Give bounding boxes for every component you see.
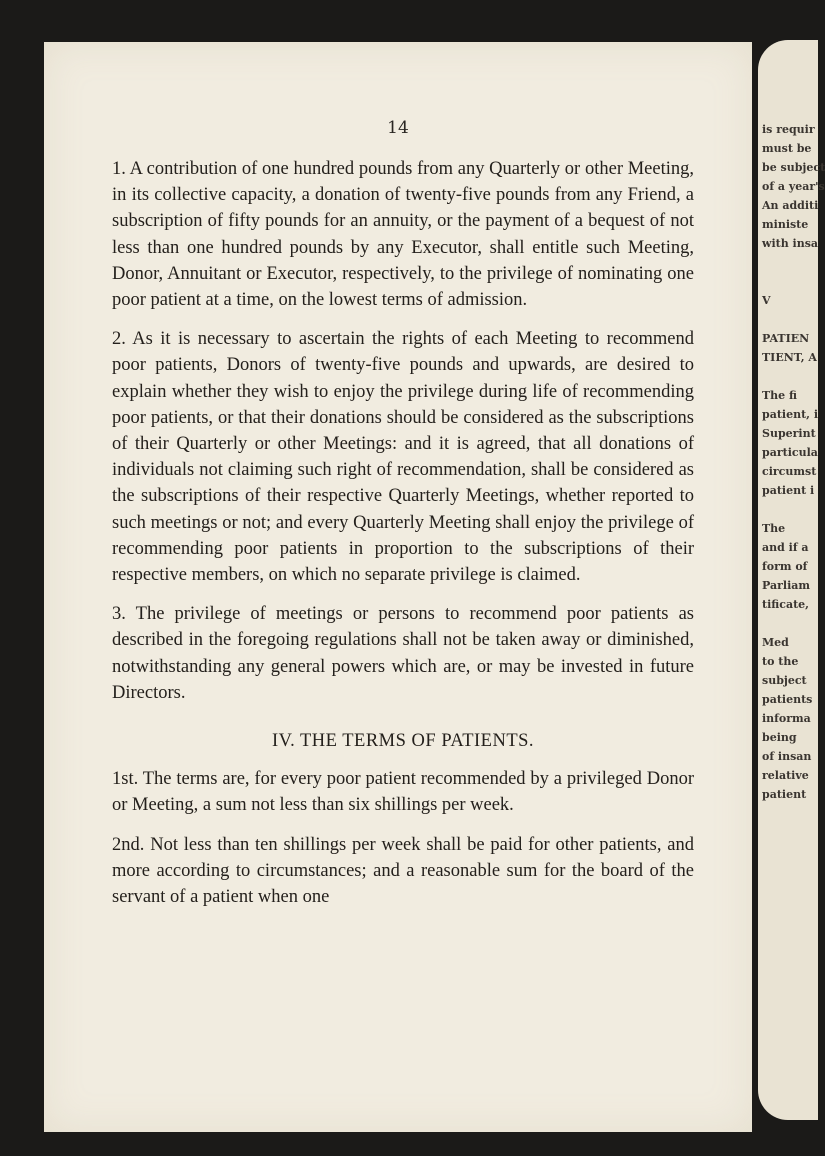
facing-line: form of [762, 560, 808, 573]
facing-line: The fi [762, 389, 798, 402]
facing-line: Parliam [762, 579, 811, 592]
terms-paragraph-1: 1st. The terms are, for every poor patient recommended by a privileged Donor or Meeting, a sum not less than six shillings per week. [112, 769, 694, 816]
page-number: 14 [387, 118, 409, 138]
paragraph-1: 1. A contribution of one hundred pounds from any Quarterly or other Meeting, in its collective capacity, a donation of twenty-five pounds from any Friend, a subscription of fifty pounds for an annuity, or the payment of a bequest of not less than one hundred pounds by any Executor, shall entitle such Meeting, Donor, Annuitant or Executor, respectively, to the privilege of nominating one poor patient at a time, on the lowest terms of admission. [112, 159, 694, 311]
facing-line: of insan [762, 750, 812, 763]
facing-line: patient i [762, 484, 815, 497]
facing-line: relative [762, 769, 809, 782]
facing-page-edge [752, 0, 825, 1156]
facing-line: must be [762, 142, 812, 155]
facing-line: The [762, 522, 786, 535]
facing-line: subject [762, 674, 807, 687]
facing-line: with insa [762, 237, 819, 250]
facing-line: ministe [762, 218, 809, 231]
facing-line [762, 500, 806, 519]
facing-line: particula [762, 446, 818, 459]
facing-line: be subject [762, 161, 825, 174]
facing-line: TIENT, A [762, 351, 817, 364]
facing-line [762, 310, 806, 329]
facing-line: An additi [762, 199, 819, 212]
facing-line: PATIEN [762, 332, 810, 345]
facing-line [762, 614, 806, 633]
facing-line: V [762, 294, 771, 307]
paragraph-2: 2. As it is necessary to ascertain the rights of each Meeting to recommend poor patients, Donors of twenty-five pounds and upwards, are desired to explain whether they wish to enjoy the privilege during life of recommending poor patients, or that their donations should be considered as the subscriptions of their Quarterly or other Meetings: and it is agreed, that all donations of individuals not claiming such right of recommendation, shall be considered as the subscriptions of their respective Quarterly Meetings, whether reported to such meetings or not; and every Quarterly Meeting shall enjoy the privilege of recommending poor patients in proportion to the subscriptions of their respective members, on which no separate privilege is claimed. [112, 329, 694, 586]
facing-line [762, 253, 806, 272]
facing-page-text [762, 120, 825, 804]
facing-line: patient, i [762, 408, 818, 421]
terms-paragraph-2: 2nd. Not less than ten shillings per week shall be paid for other patients, and more according to circumstances; and a reasonable sum for the board of the servant of a patient when one [112, 834, 694, 908]
facing-line: tificate, [762, 598, 809, 611]
facing-line: to the [762, 655, 799, 668]
facing-line: is requir [762, 123, 815, 136]
page-body [112, 156, 694, 923]
facing-line [762, 272, 806, 291]
facing-line [762, 367, 806, 386]
facing-line: informa [762, 712, 811, 725]
facing-line: Superint [762, 427, 816, 440]
facing-line: patient [762, 788, 807, 801]
book-page [44, 42, 752, 1132]
facing-line: of a year's [762, 180, 825, 193]
facing-line: being [762, 731, 797, 744]
facing-line: circumst [762, 465, 817, 478]
paragraph-3: 3. The privilege of meetings or persons to recommend poor patients as described in the foregoing regulations shall not be taken away or diminished, notwithstanding any general powers which are, or may be invested in future Directors. [112, 604, 694, 703]
facing-line: and if a [762, 541, 809, 554]
section-heading: IV. THE TERMS OF PATIENTS. [271, 731, 535, 752]
facing-line: Med [762, 636, 789, 649]
facing-line: patients [762, 693, 813, 706]
